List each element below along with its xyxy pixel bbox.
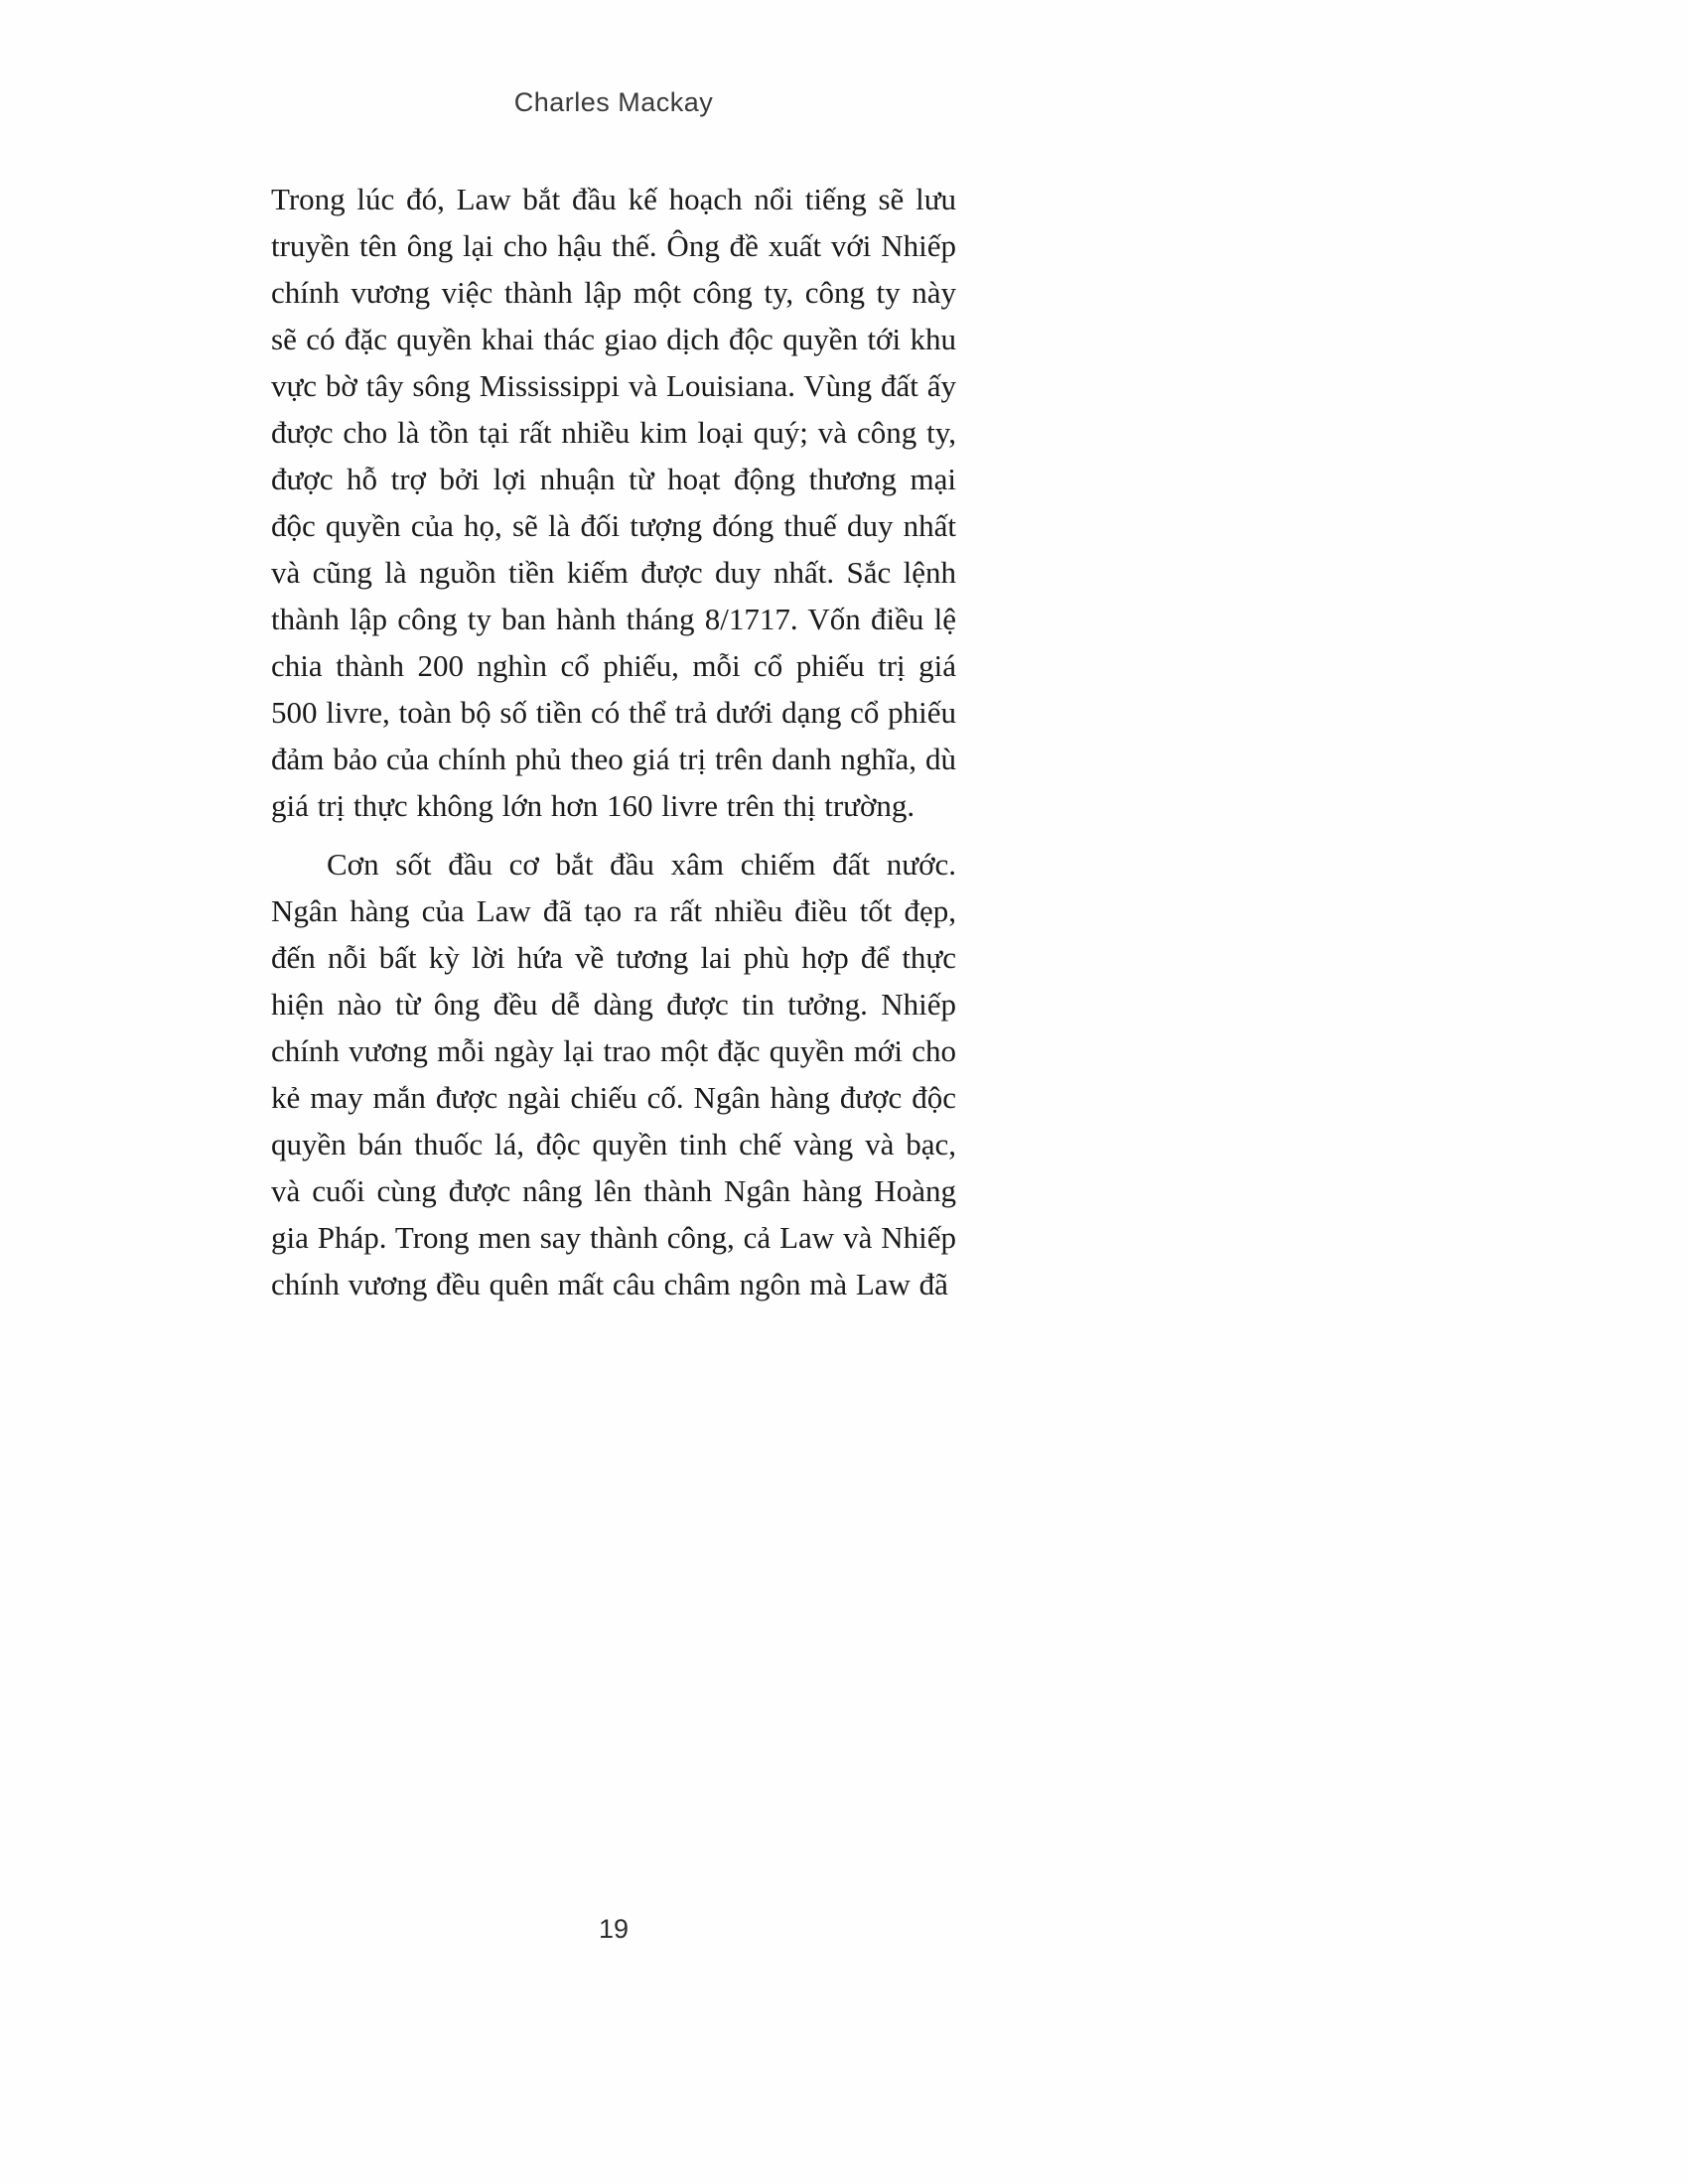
body-text [271, 176, 956, 1307]
content-column [271, 87, 956, 1307]
paragraph-2: Cơn sốt đầu cơ bắt đầu xâm chiếm đất nước. Ngân hàng của Law đã tạo ra rất nhiều điều tốt đẹp, đến nỗi bất kỳ lời hứa về tương lai phù hợp để thực hiện nào từ ông đều dễ dàng được tin tưởng. Nhiếp chính vương mỗi ngày lại trao một đặc quyền mới cho kẻ may mắn được ngài chiếu cố. Ngân hàng được độc quyền bán thuốc lá, độc quyền tinh chế vàng và bạc, và cuối cùng được nâng lên thành Ngân hàng Hoàng gia Pháp. Trong men say thành công, cả Law và Nhiếp chính vương đều quên mất câu châm ngôn mà Law đã [271, 847, 956, 1301]
page-number: 19 [598, 1914, 630, 1944]
running-header: Charles Mackay [513, 87, 714, 117]
paragraph-1: Trong lúc đó, Law bắt đầu kế hoạch nổi tiếng sẽ lưu truyền tên ông lại cho hậu thế. Ông đề xuất với Nhiếp chính vương việc thành lập một công ty, công ty này sẽ có đặc quyền khai thác giao dịch độc quyền tới khu vực bờ tây sông Mississippi và Louisiana. Vùng đất ấy được cho là tồn tại rất nhiều kim loại quý; và công ty, được hỗ trợ bởi lợi nhuận từ hoạt động thương mại độc quyền của họ, sẽ là đối tượng đóng thuế duy nhất và cũng là nguồn tiền kiếm được duy nhất. Sắc lệnh thành lập công ty ban hành tháng 8/1717. Vốn điều lệ chia thành 200 nghìn cổ phiếu, mỗi cổ phiếu trị giá 500 livre, toàn bộ số tiền có thể trả dưới dạng cổ phiếu đảm bảo của chính phủ theo giá trị trên danh nghĩa, dù giá trị thực không lớn hơn 160 livre trên thị trường. [271, 182, 957, 823]
